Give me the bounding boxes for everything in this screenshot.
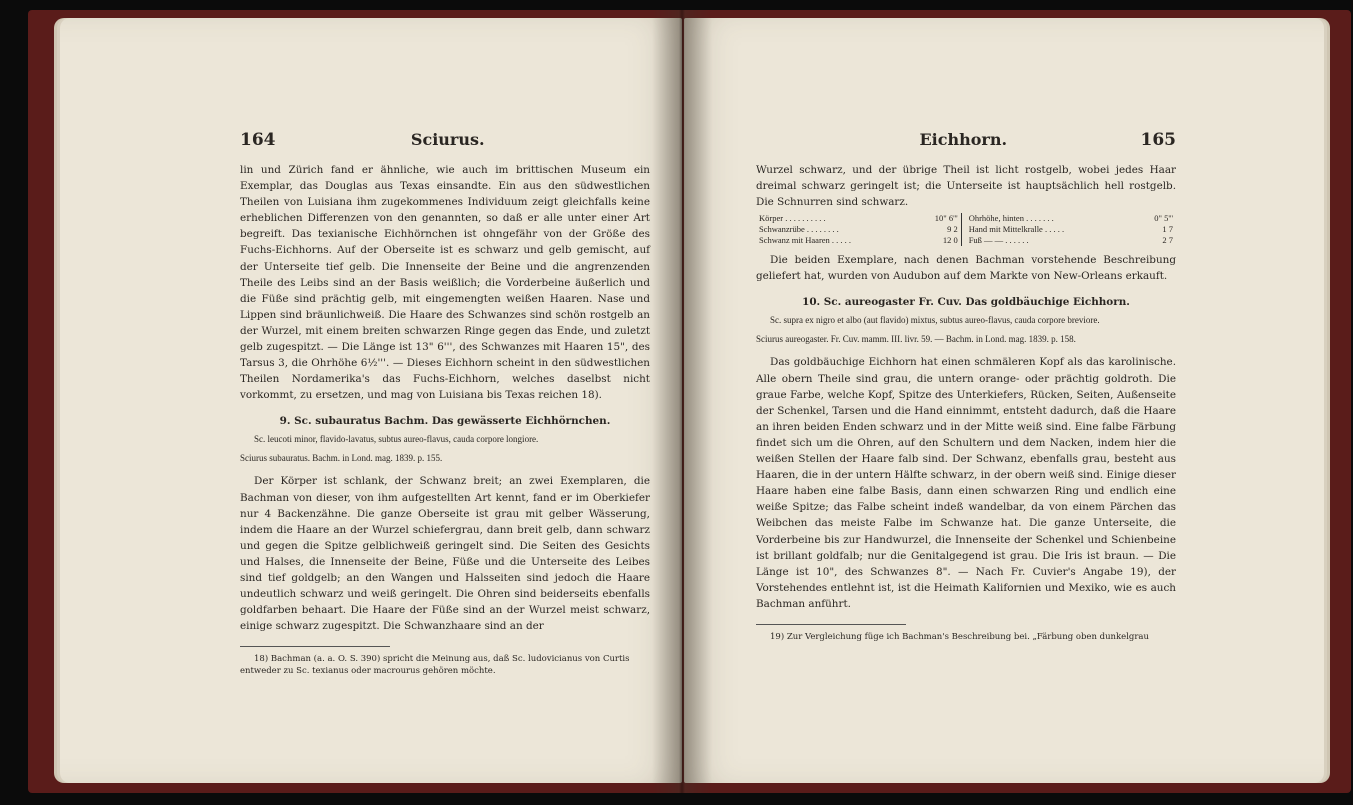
latin-diagnosis: Sc. supra ex nigro et albo (aut flavido) mixtus, subtus aureo-flavus, cauda corpore breviore. <box>770 315 1100 326</box>
measure-value: 1 7 <box>1162 224 1173 235</box>
paragraph: Der Körper ist schlank, der Schwanz breit; an zwei Exemplaren, die Bachman von dieser, von ihm aufgestellten Art kennt, fand er im Oberkiefer nur 4 Backenzähne. Die ganze Oberseite ist grau mit gelber Wässerung, indem die Haare an der Wurzel schiefergrau, dann breit gelb, dann schwarz und gegen die Spitze gelblichweiß geringelt sind. Die Seiten des Gesichts und Halses, die Innenseite der Beine, Füße und die Unterseite des Leibes sind tief goldgelb; an den Wangen und Halsseiten sind jedoch die Haare undeutlich schwarz und weiß geringelt. Die Ohren sind beiderseits ebenfalls goldfarben behaart. Die Haare der Füße sind an der Wurzel meist schwarz, einige schwarz zugespitzt. Die Schwanzhaare sind an der <box>240 475 650 633</box>
table-row <box>756 224 1176 235</box>
measure-value: 0" 5''' <box>1154 213 1173 224</box>
section-heading: 10. Sc. aureogaster Fr. Cuv. Das goldbäuchige Eichhorn. <box>802 296 1130 309</box>
measure-label: Hand mit Mittelkralle . . . . . <box>968 224 1065 235</box>
page-number: 165 <box>1140 130 1176 150</box>
footnote: 18) Bachman (a. a. O. S. 390) spricht die Meinung aus, daß Sc. ludovicianus von Curtis entweder zu Sc. texianus oder macrourus gehören möchte. <box>240 654 630 677</box>
running-title: Sciurus. <box>410 130 485 149</box>
footnote-divider <box>240 646 390 647</box>
paragraph: Wurzel schwarz, und der übrige Theil ist licht rostgelb, wobei jedes Haar dreimal schwarz geringelt ist; die Unterseite ist hauptsächlich hell rostgelb. Die Schnurren sind schwarz. <box>756 164 1176 209</box>
measure-label: Fuß — — . . . . . . <box>968 235 1029 246</box>
section-heading: 9. Sc. subauratus Bachm. Das gewässerte Eichhörnchen. <box>279 415 611 428</box>
measure-label: Schwanzrübe . . . . . . . . <box>759 224 839 235</box>
left-page <box>60 18 682 783</box>
running-title: Eichhorn. <box>919 130 1008 149</box>
right-running-head <box>756 130 1176 150</box>
footnote: 19) Zur Vergleichung füge ich Bachman's Beschreibung bei. „Färbung oben dunkelgrau <box>770 631 1149 642</box>
latin-diagnosis: Sc. leucoti minor, flavido-lavatus, subtus aureo-flavus, cauda corpore longiore. <box>254 434 539 445</box>
measure-value: 2 7 <box>1162 235 1173 246</box>
measure-value: 12 0 <box>942 235 958 246</box>
measurements-table <box>756 213 1176 246</box>
left-page-content <box>240 130 650 677</box>
measure-value: 9 2 <box>947 224 958 235</box>
right-page-content <box>756 130 1176 643</box>
synonym: Sciurus subauratus. Bachm. in Lond. mag. 1839. p. 155. <box>240 453 443 464</box>
table-row <box>756 213 1176 224</box>
footnote-divider <box>756 624 906 625</box>
right-page <box>684 18 1324 783</box>
synonym: Sciurus aureogaster. Fr. Cuv. mamm. III. livr. 59. — Bachm. in Lond. mag. 1839. p. 158. <box>756 334 1076 345</box>
paragraph: lin und Zürich fand er ähnliche, wie auch im brittischen Museum ein Exemplar, das Douglas aus Texas einsandte. Ein aus den südwestlichen Theilen von Luisiana ihm zugekommenes Individuum zeigt gleichfalls keine erheblichen Differenzen von den genannten, so daß er alle unter einer Art begreift. Das texianische Eichhörnchen ist ohngefähr von der Größe des Fuchs-Eichhorns. Auf der Oberseite ist es schwarz und gelb gemischt, auf der Unterseite tief gelb. Die Innenseite der Beine und die angrenzenden Theile des Leibs sind an der Basis weißlich; die Vorderbeine äußerlich und die Füße sind prächtig gelb, mit eingemengten weißen Haaren. Nase und Lippen sind bräunlichweiß. Die Haare des Schwanzes sind schön rostgelb an der Wurzel, mit einem breiten schwarzen Ringe gegen das Ende, und zuletzt gelb zugespitzt. — Die Länge ist 13" 6''', des Schwanzes mit Haaren 15", des Tarsus 3, die Ohrhöhe 6½'''. — Dieses Eichhorn scheint in den südwestlichen Theilen Nordamerika's das Fuchs-Eichhorn, welches daselbst nicht vorkommt, zu ersetzen, und mag von Luisiana bis Texas reichen 18). <box>240 164 650 402</box>
measure-label: Körper . . . . . . . . . . <box>759 213 826 224</box>
measure-label: Ohrhöhe, hinten . . . . . . . <box>968 213 1054 224</box>
paragraph: Die beiden Exemplare, nach denen Bachman vorstehende Beschreibung geliefert hat, wurden von Audubon auf dem Markte von New-Orleans erkauft. <box>756 254 1176 283</box>
left-running-head <box>240 130 650 150</box>
paragraph: Das goldbäuchige Eichhorn hat einen schmäleren Kopf als das karolinische. Alle obern Theile sind grau, die untern orange- oder prächtig goldroth. Die graue Farbe, welche Kopf, Spitze des Unterkiefers, Rücken, Seiten, Außenseite der Schenkel, Tarsen und die Hand einnimmt, entsteht dadurch, daß die Haare an ihren beiden Enden schwarz und in der Mitte weiß sind. Eine falbe Färbung findet sich um die Ohren, auf den Schultern und dem Nacken, indem hier die weißen Stellen der Haare falb sind. Der Schwanz, ebenfalls grau, besteht aus Haaren, die in der untern Hälfte schwarz, in der obern weiß sind. Einige dieser Haare haben eine falbe Basis, dann einen schwarzen Ring und endlich eine weiße Spitze; das Falbe scheint indeß wandelbar, da von einem Pärchen das Weibchen das meiste Falbe im Schwanze hat. Die ganze Unterseite, die Vorderbeine bis zur Handwurzel, die Innenseite der Schenkel und Schienbeine ist brillant goldfalb; nur die Genitalgegend ist grau. Die Iris ist braun. — Die Länge ist 10", des Schwanzes 8". — Nach Fr. Cuvier's Angabe 19), der Vorstehendes entlehnt ist, ist die Heimath Kalifornien und Mexiko, wie es auch Bachman anführt. <box>756 356 1176 610</box>
measure-value: 10" 6''' <box>934 213 958 224</box>
measure-label: Schwanz mit Haaren . . . . . <box>759 235 852 246</box>
table-row <box>756 235 1176 246</box>
page-number: 164 <box>240 130 276 150</box>
